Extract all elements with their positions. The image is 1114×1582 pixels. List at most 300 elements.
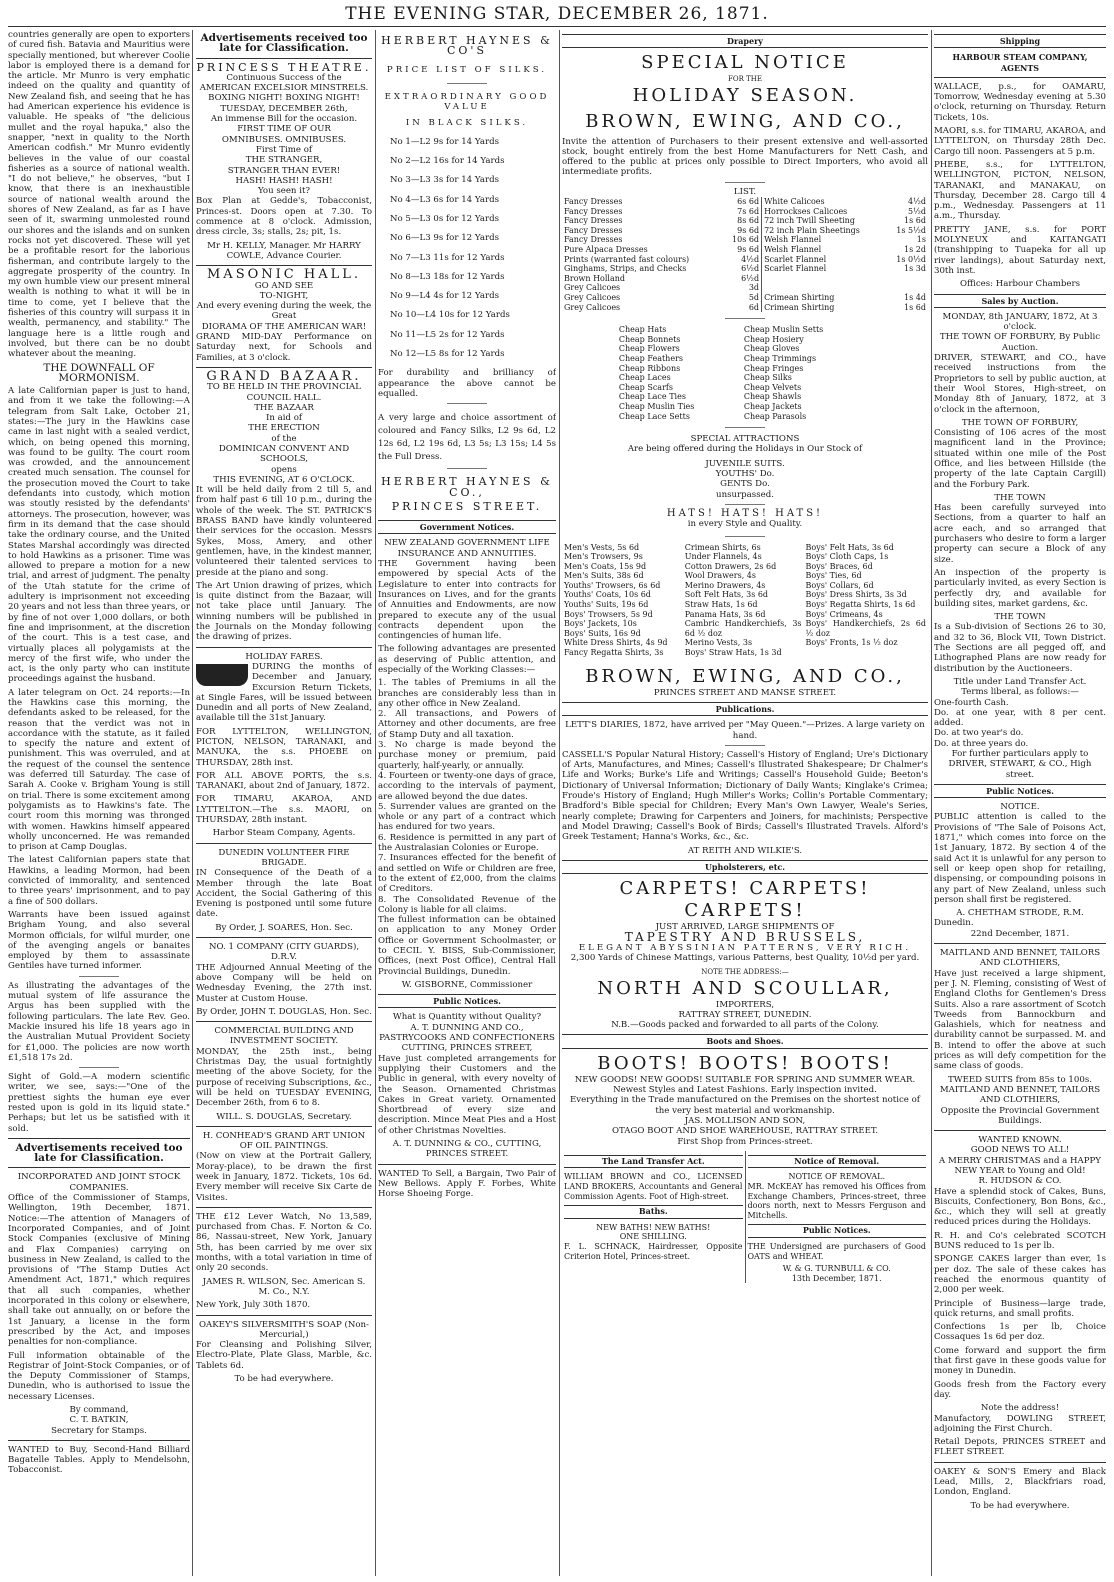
bottom-notices bbox=[562, 1151, 928, 1284]
divider bbox=[196, 265, 372, 266]
table-row bbox=[617, 373, 873, 383]
table-row bbox=[617, 402, 873, 412]
cell-price: 6s 6d bbox=[737, 197, 760, 207]
divider bbox=[196, 647, 372, 648]
list-item: Boys' Regatta Shirts, 1s 6d bbox=[805, 600, 916, 610]
article-paragraph: Warrants have been issued against Brigham Young, and also several Mormon officials, for wilful murder, one of the avenging angels or banaites employed by them to assassinate Gentiles have turned informer. bbox=[8, 909, 190, 972]
table-row bbox=[562, 216, 928, 226]
ad-body: in every Style and Quality. bbox=[687, 519, 803, 530]
list-item: Merino Drawers, 4s bbox=[684, 580, 766, 590]
divider bbox=[196, 58, 372, 59]
ad-body: Invite the attention of Purchasers to their present extensive and well-assorted stock, bought entirely from the best Home Manufacturers for Nett Cash, and offered to the public at prices only possible to Direct Importers, who avoid all intermediate profits. bbox=[562, 136, 928, 178]
table-row bbox=[617, 335, 873, 345]
list-item: One-fourth Cash. bbox=[934, 697, 1009, 708]
cell-price: 3d bbox=[748, 283, 760, 293]
insurance-advantages bbox=[378, 678, 556, 915]
list-item: Straw Hats, 1s 6d bbox=[684, 600, 758, 610]
table-row bbox=[617, 354, 873, 364]
cell-item: Cheap Jackets bbox=[743, 401, 802, 411]
steamship-icon bbox=[196, 664, 248, 686]
ad-title: BROWN, EWING, AND CO., bbox=[585, 665, 905, 687]
ad-title: PRINCES STREET. bbox=[391, 499, 543, 513]
ad-body: THE £12 Lever Watch, No 13,589, purchased from Chas. F. Norton & Co. 86, Nassau-street, New York, January 5th, has been carried by me over six months, with a total variation in time of only 20 seconds. bbox=[196, 1211, 372, 1274]
silk-price-item: No 9—L4 4s for 12 Yards bbox=[390, 291, 500, 302]
list-item: 1. The tables of Premiums in all the branches are considerably less than in any other office in New Zealand. bbox=[378, 678, 556, 709]
column-divider bbox=[559, 30, 560, 1576]
cell-price: 10s 6d bbox=[732, 235, 760, 245]
list-item: 5. Surrender values are granted on the whole or any part of a contract which has endured for two years. bbox=[378, 801, 556, 833]
section-heading: Shipping bbox=[934, 34, 1106, 48]
ad-heading: SPECIAL ATTRACTIONS bbox=[690, 434, 800, 445]
ad-line: GO AND SEE bbox=[254, 280, 314, 291]
cell-price bbox=[886, 283, 928, 293]
ad-body: Come forward and support the firm that first gave in these goods value for money in Dunedin. bbox=[934, 1345, 1106, 1377]
ad-date: 13th December, 1871. bbox=[791, 1273, 882, 1283]
ad-line: OMNIBUSES. OMNIBUSES. bbox=[221, 134, 347, 145]
section-heading: Boots and Shoes. bbox=[562, 1034, 928, 1048]
ad-lines bbox=[196, 281, 372, 332]
ad-line: DIORAMA OF THE AMERICAN WAR! bbox=[201, 321, 367, 332]
masthead-title: THE EVENING STAR, DECEMBER 26, 1871. bbox=[345, 4, 769, 24]
cell-item: Scarlet Flannel bbox=[762, 264, 887, 274]
ad-line: For further particulars apply to bbox=[951, 749, 1089, 759]
headline-mormonism: THE DOWNFALL OF MORMONISM. bbox=[43, 361, 155, 384]
section-heading: Public Notices. bbox=[378, 994, 556, 1008]
list-item: Boys' Crimeans, 4s bbox=[805, 609, 883, 619]
ad-line: TWEED SUITS from 85s to 100s. bbox=[948, 1074, 1092, 1085]
divider bbox=[196, 937, 372, 938]
silk-price-item: No 5—L3 0s for 12 Yards bbox=[390, 213, 500, 224]
ad-title: BROWN, EWING, AND CO., bbox=[585, 110, 905, 132]
list-item: Panama Hats, 3s 6d bbox=[684, 609, 766, 619]
divider bbox=[8, 1167, 190, 1168]
ad-line: R. HUDSON & CO. bbox=[978, 1176, 1062, 1187]
ad-sign: Secretary for Stamps. bbox=[51, 1425, 147, 1436]
cell-item: Welsh Flannel bbox=[762, 235, 887, 245]
ad-line: ELEGANT ABYSSINIAN PATTERNS, VERY RICH. bbox=[578, 942, 912, 953]
divider bbox=[447, 403, 487, 404]
ad-sign: A. T. DUNNING & CO., CUTTING, PRINCES STREET. bbox=[392, 1139, 542, 1160]
ad-line: unsurpassed. bbox=[716, 489, 774, 500]
price-table bbox=[562, 197, 928, 312]
ad-body: WANTED to Buy, Second-Hand Billiard Bagatelle Tables. Apply to Mendelsohn, Tobacconist. bbox=[8, 1444, 190, 1476]
divider bbox=[8, 1440, 190, 1441]
ad-line: 2,300 Yards of Chinese Mattings, various Patterns, best Quality, 10½d per yard. bbox=[570, 952, 920, 963]
ad-line: THE TOWN OF FORBURY, By Public Auction. bbox=[939, 332, 1101, 353]
article-fisheries: countries generally are open to exporters of cured fish. Batavia and Mauritius were specially mentioned, but wherever Coolie labor is employed there is a demand for the article. Mr Munro is very emphatic indeed on the quality and quantity of New Zealand fish, and seeing that he has had American experience his evidence is valuable. He speaks of "the delicious mullet and the royal hapuka," also the snapper, "next in quality to the North American codfish." Mr Munro evidently believes in the value of our coastal fisheries as a source of national wealth. "I do not believe," he observes, "but I know, that there is an inexhaustible source of national wealth around the shores of New Zealand, as far as I have seen of it, swarming unmolested round our shores and the islands and on sunken rocks not yet discovered. These will yet be a profitable resort for the laborious fisherman, and contribute largely to the aggregate prosperity of the country. In my own humble view our present mineral wealth is nothing to what it will be in time to come, yet I believe that the fisheries of this country will surpass it in wealth, permanency, and stability." The language here is a little rough and involved, but there can be no doubt whatever about the meaning. bbox=[8, 30, 190, 360]
list-item: Boys' Cloth Caps, 1s bbox=[805, 552, 889, 562]
ad-line: Newest Styles and Latest Fashions. Early inspection invited. bbox=[613, 1085, 877, 1096]
divider bbox=[8, 1138, 190, 1139]
cell-item: Crimean Shirting bbox=[762, 303, 887, 313]
divider bbox=[934, 1462, 1106, 1463]
table-row bbox=[562, 245, 928, 255]
ad-body: DRIVER, STEWART, and CO., have received instructions from the Proprietors to sell by public auction, at their Wool Stores, High-street, on Monday 8th of January, 1872, at 3 o'clock in the afternoon, bbox=[934, 353, 1106, 415]
ad-line: TO-NIGHT, bbox=[259, 290, 309, 301]
cell-item: Cheap Lace Ties bbox=[618, 392, 686, 402]
cell-price: 4½d bbox=[741, 254, 760, 264]
ad-line: TO BE HELD IN THE PROVINCIAL COUNCIL HALL. bbox=[207, 382, 361, 403]
cell-price: 6½d bbox=[741, 264, 760, 274]
ad-address: PRINCES STREET AND MANSE STREET. bbox=[653, 687, 837, 698]
ad-sign: AT REITH AND WILKIE'S. bbox=[687, 845, 803, 856]
ad-title: NOTICE OF REMOVAL. bbox=[788, 1172, 886, 1182]
silk-price-item: No 4—L3 6s for 14 Yards bbox=[390, 194, 500, 205]
cell-item: Cheap Bonnets bbox=[618, 334, 681, 344]
divider bbox=[196, 843, 372, 844]
silk-price-item: No 11—L5 2s for 12 Yards bbox=[390, 329, 505, 340]
silk-price-item: No 12—L5 8s for 12 Yards bbox=[390, 349, 505, 360]
table-row bbox=[562, 274, 928, 284]
cell-price: 6½d bbox=[741, 273, 760, 283]
list-item: Crimean Shirts, 6s bbox=[684, 542, 761, 552]
cell-item: Cheap Muslin Setts bbox=[743, 325, 824, 335]
section-heading: Public Notices. bbox=[934, 784, 1106, 798]
ad-line: And every evening during the week, the bbox=[196, 301, 372, 312]
ad-body: MONDAY, the 25th inst., being Christmas Day, the usual fortnightly meeting of the above Society, for the purpose of receiving Subscriptions, &c., will be held on TUESDAY EVENING, December 26th, from 6 to 8. bbox=[196, 1046, 372, 1109]
column-divider bbox=[931, 30, 932, 1576]
ad-line: JAS. MOLLISON AND SON, bbox=[684, 1115, 806, 1126]
list-item: Boys' Trowsers, 5s 9d bbox=[564, 609, 653, 619]
table-row bbox=[562, 255, 928, 265]
silk-price-item: No 3—L3 3s for 14 Yards bbox=[390, 175, 500, 186]
ad-title: OAKEY'S SILVERSMITH'S SOAP (Non-Mercurial,) bbox=[199, 1319, 369, 1340]
list-item: 8. The Consolidated Revenue of the Colony is liable for all claims. bbox=[378, 894, 556, 915]
ad-title: DUNEDIN VOLUNTEER FIRE BRIGADE. bbox=[218, 847, 350, 868]
cell-item: Cheap Scarfs bbox=[618, 382, 673, 392]
list-item: Youths' Suits, 19s 6d bbox=[564, 600, 649, 610]
cell-item: Cheap Feathers bbox=[618, 353, 683, 363]
cell-item: Cheap Hosiery bbox=[743, 334, 804, 344]
cell-item: Cheap Velvets bbox=[743, 382, 802, 392]
ad-body: (Now on view at the Portrait Gallery, Moray-place), to be drawn the first week in January, 1872. Tickets, 10s 6d. Every member will receive Six Carte de Visites. bbox=[196, 1151, 372, 1203]
cell-item: Prints (warranted fast colours) bbox=[564, 254, 690, 264]
cell-item: Cheap Flowers bbox=[618, 344, 680, 354]
list-item: 3. No charge is made beyond the purchase money or premium, paid quarterly, half-yearly, or annually. bbox=[378, 740, 556, 771]
ad-sign: Harbor Steam Company, Agents. bbox=[212, 828, 356, 839]
list-item: Men's Coats, 15s 9d bbox=[564, 561, 647, 571]
silk-price-item: No 7—L3 11s for 12 Yards bbox=[390, 252, 505, 263]
ad-subtitle: PRICE LIST OF SILKS. bbox=[386, 64, 548, 75]
ad-line: THIS EVENING, AT 6 O'CLOCK. bbox=[213, 474, 355, 485]
list-item: Soft Felt Hats, 3s 6d bbox=[684, 590, 769, 600]
ad-line: THE TOWN bbox=[994, 612, 1046, 623]
ad-heading: What is Quantity without Quality? bbox=[392, 1012, 542, 1023]
ad-title: NOTICE. bbox=[1000, 802, 1040, 813]
ad-body: FOR LYTTELTON, WELLINGTON, PICTON, NELSON, TARANAKI, and MANUKA, the s.s. PHOEBE on THURSDAY, 28th inst. bbox=[196, 726, 372, 768]
ad-subtitle: FOR THE bbox=[728, 75, 762, 84]
ad-sign: Mr H. KELLY, Manager. Mr HARRY COWLE, Advance Courier. bbox=[207, 240, 361, 261]
ad-line: Title under Land Transfer Act. bbox=[953, 676, 1087, 687]
ad-title: HARBOUR STEAM COMPANY, AGENTS bbox=[952, 52, 1088, 73]
shipping-notice: PRETTY JANE, s.s. for PORT MOLYNEUX and KAITANGATI (transhipping to Tuapeka for all up river landings), about Saturday next, 30th inst. bbox=[934, 224, 1106, 276]
ad-line: Terms liberal, as follows:— bbox=[961, 687, 1079, 698]
section-heading: The Land Transfer Act. bbox=[564, 1155, 743, 1169]
ad-title: HERBERT HAYNES & CO'S bbox=[381, 34, 553, 58]
section-heading: Public Notices. bbox=[748, 1224, 927, 1238]
ad-line: First Shop from Princes-street. bbox=[677, 1136, 813, 1147]
ad-body: DURING the months of December and January, Excursion Return Tickets, at Single Fares, will be issued between Dunedin and all ports of New Zealand, available till the 31st January. bbox=[196, 661, 372, 724]
ad-title: MASONIC HALL. bbox=[207, 267, 361, 283]
ad-body: Has been carefully surveyed into Sections, from a quarter to half an acre each, and so arranged that purchasers who desire to form a larger property can secure a Block of any size. bbox=[934, 503, 1106, 565]
ad-sign: A. CHETHAM STRODE, R.M. bbox=[956, 908, 1084, 919]
cell-price: 9s 6d bbox=[737, 225, 760, 235]
ad-body: GRAND MID-DAY Performance on Saturday next, for Schools and Families, at 3 o'clock. bbox=[196, 332, 372, 363]
article-paragraph: Sight of Gold.—A modern scientific writer, we see, says:—"One of the prettiest sights the human eye ever rested upon is gold in its liquid state." Perhaps; but let us be satisfied with it sold. bbox=[8, 1072, 190, 1134]
terms-list bbox=[934, 698, 1106, 749]
cell-item bbox=[762, 283, 887, 293]
ad-body: It will be held daily from 2 till 5, and from half past 6 till 10 p.m., during the whole of the week. The ST. PATRICK'S BRASS BAND have kindly volunteered their services for the occasion. Messrs Sykes, Moss, Amery, and other gentlemen, have, in the kindest manner, volunteered their talented services to preside at the piano and song. bbox=[196, 485, 372, 578]
cell-price: 1s 3d bbox=[904, 264, 926, 274]
ad-title: NORTH AND SCOULLAR, bbox=[597, 977, 893, 999]
cheap-goods-table bbox=[617, 325, 873, 421]
ad-line: Continuous Success of the bbox=[226, 72, 342, 83]
cell-item: Grey Calicoes bbox=[564, 283, 621, 293]
divider bbox=[196, 1207, 372, 1208]
cell-price: 5d bbox=[748, 293, 760, 303]
ad-sign: Offices: Harbour Chambers bbox=[959, 279, 1081, 290]
ad-line: First Time of bbox=[255, 144, 313, 155]
divider bbox=[934, 943, 1106, 944]
ad-heading: EXTRAORDINARY GOOD VALUE bbox=[384, 91, 550, 113]
divider bbox=[725, 182, 765, 183]
ad-body: The following advantages are presented as deserving of Public attention, and especially of the Working Classes:— bbox=[378, 644, 556, 675]
ad-title: INCORPORATED AND JOINT STOCK COMPANIES. bbox=[17, 1172, 181, 1193]
ad-body: CASSELL'S Popular Natural History; Cassell's History of England; Ure's Dictionary of Arts, Manufactures, and Mines; Cassell's Illustrated Shakespeare; Dr Chalmer's Life and Works; Burke's Life and Writings; Cassell's Household Guide; Beeton's Dictionary of Universal Information; Dictionary of Daily Wants; Kinglake's Crimea; Froude's History of England; Hugh Miller's Works; Collin's Portable Commentary; Bradford's Bible special for Children; Every Man's Own Lawyer, Weale's Series, nearly complete; Drawing for Carpenters and Joiners, for machinists; Perspective and Model Drawing; Cassell's Book of Birds; Cassell's Illustrated Travels. Alford's Greek Testament; Hanna's Works, &c., &c. bbox=[562, 749, 928, 843]
cell-item: Cheap Ribbons bbox=[618, 363, 681, 373]
cell-item: Brown Holland bbox=[564, 273, 626, 283]
cell-item: Cheap Silks bbox=[743, 373, 792, 383]
list-item: Boys' Ties, 6d bbox=[805, 571, 862, 581]
table-row bbox=[617, 325, 873, 335]
ad-line: DOMINICAN CONVENT AND SCHOOLS, bbox=[218, 443, 350, 465]
ad-lines bbox=[196, 382, 372, 485]
ad-body: Retail Depots, PRINCES STREET and FLEET STREET. bbox=[934, 1437, 1106, 1458]
ad-line: MONDAY, 8th JANUARY, 1872, At 3 o'clock. bbox=[942, 311, 1098, 333]
ad-sign: DRIVER, STEWART, & CO., High street. bbox=[948, 759, 1092, 780]
ad-body: WILLIAM BROWN and CO., LICENSED LAND BROKERS, Accountants and General Commission Agents. Foot of High-street. bbox=[564, 1172, 743, 1201]
ad-line: YOUTHS' Do. bbox=[715, 469, 775, 480]
ad-line: THE TOWN bbox=[994, 492, 1046, 503]
cell-item: Pure Alpaca Dresses bbox=[564, 245, 648, 255]
divider bbox=[196, 1315, 372, 1316]
cell-price: 1s 6d bbox=[904, 302, 926, 312]
section-heading: Sales by Auction. bbox=[934, 294, 1106, 308]
section-heading: Notice of Removal. bbox=[748, 1155, 927, 1169]
ad-sign: WILL. S. DOUGLAS, Secretary. bbox=[216, 1111, 352, 1122]
ad-title: HOLIDAY SEASON. bbox=[632, 84, 858, 106]
cell-item: Cheap Muslin Ties bbox=[618, 401, 695, 411]
cell-item: Grey Calicoes bbox=[564, 302, 621, 312]
cell-item: Scarlet Flannel bbox=[762, 255, 887, 265]
ad-sign: C. T. BATKIN, bbox=[69, 1415, 129, 1426]
ad-date: 22nd December, 1871. bbox=[970, 928, 1070, 939]
ad-body: For durability and brilliancy of appearance the above cannot be equalled. bbox=[378, 368, 556, 399]
ad-body: WANTED To Sell, a Bargain, Two Pair of New Bellows. Apply F. Forbes, White Horse Shoeing Forge. bbox=[378, 1168, 556, 1200]
ad-heading: HATS! HATS! HATS! bbox=[666, 507, 824, 519]
list-item: Cotton Drawers, 2s 6d bbox=[684, 561, 777, 571]
list-item: Boys' Straw Hats, 1s 3d bbox=[684, 648, 782, 658]
divider bbox=[196, 367, 372, 368]
section-heading: Government Notices. bbox=[378, 520, 556, 534]
ad-body: THE Adjourned Annual Meeting of the above Company will be held on Wednesday Evening, the 27th inst. Muster at Custom House. bbox=[196, 962, 372, 1004]
cell-item: 72 inch Twill Sheeting bbox=[762, 216, 887, 226]
ad-sign: JAMES R. WILSON, Sec. American S. M. Co., N.Y. bbox=[202, 1276, 366, 1297]
divider bbox=[196, 1126, 372, 1127]
ad-body: Have just completed arrangements for supplying their Customers and the Public in general, with every novelty of the Season. Ornamented Christmas Cakes in Great variety. Ornamented Shortbread of every size and description. Mince Meat Pies and a Host of other Christmas Novelties. bbox=[378, 1053, 556, 1136]
shipping-notice: WALLACE, p.s., for OAMARU, Tomorrow, Wednesday evening at 5.30 o'clock, returning on Thursday. Return Tickets, 10s. bbox=[934, 81, 1106, 123]
article-paragraph: A later telegram on Oct. 24 reports:—In the Hawkins case this morning, the defendants asked to be released, for the reason that the verdict was not in accordance with the statute, as it failed to specify the nature and extent of punishment. This was overruled, and at the request of the counsel the sentence was deferred till Saturday. The case of Sarah A. Cooke v. Brigham Young is still on trial. There is some excitement among polygamists as to Hawkins's fate. The court room this morning was thronged with women. Hawkins himself appeared wholly unconcerned. He was remanded to prison at Camp Douglas. bbox=[8, 687, 190, 853]
ad-body: Confections 1s per lb, Choice Cossaques 1s 6d per doz. bbox=[934, 1322, 1106, 1343]
ad-line: Great bbox=[271, 311, 297, 322]
list-item: Boys' Dress Shirts, 3s 3d bbox=[805, 590, 907, 600]
ad-title: SPECIAL NOTICE bbox=[641, 52, 849, 74]
ad-body: The Art Union drawing of prizes, which is quite distinct from the Bazaar, will not take place until January. The winning numbers will be published in the Journals on the Monday following the drawing of prizes. bbox=[196, 580, 372, 643]
list-item: Youths' Coats, 10s 6d bbox=[564, 590, 651, 600]
list-item: Boys' Suits, 16s 9d bbox=[564, 628, 641, 638]
list-item: Do. at two year's do. bbox=[934, 728, 1024, 739]
ad-line: JUVENILE SUITS. bbox=[705, 458, 785, 469]
cell-price: 8s 6d bbox=[737, 216, 760, 226]
divider bbox=[79, 976, 119, 977]
list-item: 4. Fourteen or twenty-one days of grace, according to the intervals of payment, are allowed beyond the due dates. bbox=[378, 770, 556, 802]
list-item: 6. Residence is permitted in any part of the Australasian Colonies or Europe. bbox=[378, 832, 556, 854]
list-item: Men's Vests, 5s 6d bbox=[564, 542, 640, 552]
ad-title: TAPESTRY AND BRUSSELS, bbox=[624, 930, 866, 945]
list-item: Fancy Regatta Shirts, 3s bbox=[564, 648, 664, 658]
masthead-rule bbox=[8, 26, 1106, 27]
ad-line: FIRST TIME OF OUR bbox=[237, 124, 331, 135]
ad-body: SPONGE CAKES larger than ever, 1s per doz. The sale of these cakes has reached the enormous quantity of 2,000 per week. bbox=[934, 1254, 1106, 1296]
ad-address: CUTTING, PRINCES STREET, bbox=[401, 1043, 533, 1054]
shipping-notice: PHEBE, s.s., for LYTTELTON, WELLINGTON, PICTON, NELSON, TARANAKI, and MANAKAU, on Thursday, December 28. Cargo till 4 p.m., Wednesday. Passengers at 11 a.m., Thursday. bbox=[934, 159, 1106, 222]
cell-price: 1s 4d bbox=[904, 293, 926, 303]
list-item: Boys' Collars, 6d bbox=[805, 580, 874, 590]
list-item: Cambric Handkerchiefs, 3s 6d ½ doz bbox=[684, 619, 802, 638]
ad-body: F. L. SCHNACK, Hairdresser, Opposite Criterion Hotel, Princes-street. bbox=[564, 1242, 743, 1261]
ad-body: Principle of Business—large trade, quick returns, and small profits. bbox=[934, 1298, 1106, 1319]
ad-line: OTAGO BOOT AND SHOE WAREHOUSE, RATTRAY STREET. bbox=[611, 1126, 879, 1137]
divider bbox=[378, 1164, 556, 1165]
divider bbox=[725, 318, 765, 319]
ad-body: PUBLIC attention is called to the Provisions of "The Sale of Poisons Act, 1871," which comes into force on the 1st January, 1872. By section 4 of the said Act it is unlawful for any person to sell or keep open shop for retailing, dispensing, or compounding poisons in any part of New Zealand, unless such person shall first be registered. bbox=[934, 812, 1106, 905]
ad-line: NEW GOODS! NEW GOODS! SUITABLE FOR SPRING AND SUMMER WEAR. bbox=[574, 1074, 916, 1085]
silk-price-item: No 6—L3 9s for 12 Yards bbox=[390, 233, 500, 244]
ad-line: AMERICAN EXCELSIOR MINSTRELS. bbox=[199, 83, 369, 94]
ad-body: Have a splendid stock of Cakes, Buns, Biscuits, Confectionery, Bon Bons, &c., &c., which they will sell at greatly reduced prices during the Holidays. bbox=[934, 1186, 1106, 1228]
ad-body: For Cleansing and Polishing Silver, Electro-Plate, Plate Glass, Marble, &c. Tablets 6d. bbox=[196, 1340, 372, 1371]
table-row bbox=[562, 293, 928, 303]
divider bbox=[447, 83, 487, 84]
ad-line: A MERRY CHRISTMAS and a HAPPY NEW YEAR to Young and Old! bbox=[939, 1155, 1101, 1176]
ad-body: LETT'S DIARIES, 1872, have arrived per "May Queen."—Prizes. A large variety on hand. bbox=[565, 720, 925, 741]
cell-price: 1s 0½d bbox=[896, 254, 926, 264]
cell-item: Cheap Fringes bbox=[743, 363, 804, 373]
ad-body: Consisting of 106 acres of the most magnificent land in the Province; situated within one mile of the Post Office, and lies between Hillside (the property of the late Captain Cargill) and the Forbury Park. bbox=[934, 428, 1106, 490]
ad-line: An immense Bill for the occasion. bbox=[210, 114, 358, 125]
ad-address: Opposite the Provincial Government Buildings. bbox=[940, 1105, 1100, 1126]
ad-line: HASH! HASH! HASH! bbox=[235, 175, 333, 186]
ad-sign: By Order, J. SOARES, Hon. Sec. bbox=[215, 922, 353, 933]
ad-line: JUST ARRIVED, LARGE SHIPMENTS OF bbox=[655, 922, 835, 933]
ad-body: The fullest information can be obtained on application to any Money Order Office or Government Schoolmaster, or to CECIL Y. BISS, Sub-Commissioner, Offices, (next Post Office), Central Hall Provincial Buildings, Dunedin. bbox=[378, 915, 556, 977]
ad-line: IMPORTERS, bbox=[715, 999, 775, 1010]
ad-line: of the bbox=[271, 433, 297, 444]
ad-title: NEW ZEALAND GOVERNMENT LIFE INSURANCE AND ANNUITIES. bbox=[384, 538, 550, 559]
shipping-notice: MAORI, s.s. for TIMARU, AKAROA, and LYTTELTON, on Thursday 28th Dec. Cargo till noon. Passengers at 5 p.m. bbox=[934, 126, 1106, 157]
ad-body: Goods fresh from the Factory every day. bbox=[934, 1379, 1106, 1400]
list-item: Do. at one year, with 8 per cent. added. bbox=[934, 707, 1106, 729]
column-4 bbox=[562, 30, 928, 1576]
table-row bbox=[562, 226, 928, 236]
ad-date: New York, July 30th 1870. bbox=[196, 1300, 311, 1311]
ad-line: Note the address! bbox=[980, 1403, 1060, 1414]
divider bbox=[79, 1067, 119, 1068]
cell-item: Horrockses Calicoes bbox=[762, 207, 887, 217]
table-row bbox=[562, 235, 928, 245]
ad-title: PRINCESS THEATRE. bbox=[196, 60, 372, 74]
table-row bbox=[617, 412, 873, 422]
list-heading: LIST. bbox=[733, 186, 757, 197]
list-item: Men's Suits, 38s 6d bbox=[564, 571, 644, 581]
divider bbox=[196, 1021, 372, 1022]
cell-price: 1s 6d bbox=[904, 216, 926, 226]
list-item: Youths' Trowsers, 6s 6d bbox=[564, 580, 661, 590]
ad-body: Are being offered during the Holidays in Our Stock of bbox=[627, 444, 863, 455]
table-row bbox=[617, 383, 873, 393]
cell-item: Fancy Dresses bbox=[564, 235, 623, 245]
list-item: Boys' Felt Hats, 3s 6d bbox=[805, 542, 894, 552]
ad-line: GENTS Do. bbox=[720, 479, 770, 490]
cell-price bbox=[886, 274, 928, 284]
cell-price: 9s 6d bbox=[737, 245, 760, 255]
ad-line: BOXING NIGHT! BOXING NIGHT! bbox=[208, 93, 360, 104]
ad-body: Manufactory, DOWLING STREET, adjoining the First Church. bbox=[934, 1413, 1106, 1434]
cell-item: Cheap Shawls bbox=[743, 392, 802, 402]
list-item: Under Flannels, 4s bbox=[684, 552, 762, 562]
table-row bbox=[617, 344, 873, 354]
column-1 bbox=[8, 30, 190, 1576]
divider bbox=[725, 745, 765, 746]
section-heading: Advertisements received too late for Classification. bbox=[200, 32, 368, 55]
list-item: Do. at three years do. bbox=[934, 738, 1029, 749]
ad-line: To be had everywhere. bbox=[970, 1500, 1070, 1511]
column-5 bbox=[934, 30, 1106, 1576]
ad-title: MAITLAND AND BENNET, TAILORS AND CLOTHIERS, bbox=[939, 1084, 1101, 1106]
ad-line: THE ERECTION bbox=[248, 423, 320, 434]
column-2 bbox=[196, 30, 372, 1576]
ad-heading: IN BLACK SILKS. bbox=[405, 118, 529, 129]
divider bbox=[725, 427, 765, 428]
ad-line: NEW BATHS! NEW BATHS! bbox=[596, 1222, 711, 1232]
list-item: Wool Drawers, 4s bbox=[684, 571, 756, 581]
cell-item: Ginghams, Strips, and Checks bbox=[564, 264, 687, 274]
list-item: Men's Trowsers, 9s bbox=[564, 552, 643, 562]
divider bbox=[725, 504, 765, 505]
ad-line: GOOD NEWS TO ALL! bbox=[970, 1145, 1070, 1156]
cell-item: Welsh Flannel bbox=[762, 245, 887, 255]
table-row bbox=[562, 197, 928, 207]
column-divider bbox=[375, 30, 376, 1576]
silk-price-item: No 10—L4 10s for 12 Yards bbox=[390, 310, 510, 321]
ad-body: Box Plan at Gedde's, Tobacconist, Princes-st. Doors open at 7.30. To commence at 8 o'clock. Admission, dress circle, 3s; stalls, 2s; pit, 1s. bbox=[196, 196, 372, 238]
ad-title: GRAND BAZAAR. bbox=[206, 368, 362, 384]
column-divider bbox=[192, 30, 193, 1576]
table-row bbox=[562, 283, 928, 293]
list-item: Boys' Handkerchiefs, 2s 6d ½ doz bbox=[805, 619, 926, 638]
ad-body: Full information obtainable of the Registrar of Joint-Stock Companies, or of the Deputy Commissioner of Stamps, Dunedin, who is authorised to issue the necessary Licenses. bbox=[8, 1350, 190, 1402]
ad-sign: W. GISBORNE, Commissioner bbox=[401, 979, 533, 990]
